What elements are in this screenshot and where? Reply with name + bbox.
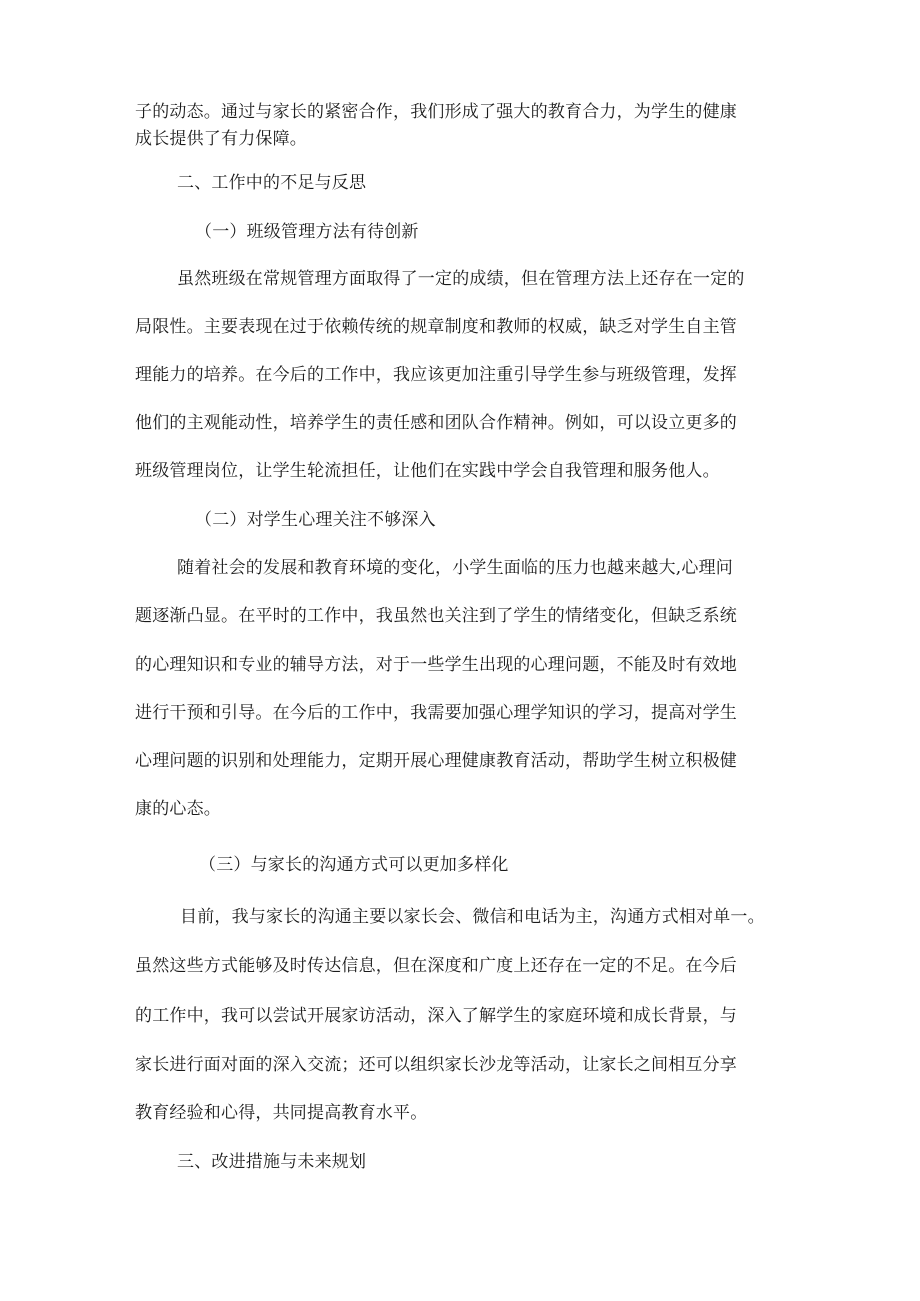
section-heading: 三、改进措施与未来规划	[177, 1152, 367, 1172]
subsection-heading: （三）与家长的沟通方式可以更加多样化	[199, 855, 509, 875]
paragraph-line: 虽然这些方式能够及时传达信息，但在深度和广度上还存在一定的不足。在今后	[135, 956, 737, 976]
paragraph-line: 目前，我与家长的沟通主要以家长会、微信和电话为主，沟通方式相对单一。	[180, 907, 765, 927]
paragraph-line: 班级管理岗位，让学生轮流担任，让他们在实践中学会自我管理和服务他人。	[135, 461, 720, 481]
paragraph-line: 题逐渐凸显。在平时的工作中，我虽然也关注到了学生的情绪变化，但缺乏系统	[135, 606, 737, 626]
paragraph-line: 进行干预和引导。在今后的工作中，我需要加强心理学知识的学习，提高对学生	[135, 703, 737, 723]
paragraph-line: 随着社会的发展和教育环境的变化，小学生面临的压力也越来越大,心理问	[177, 558, 734, 578]
paragraph-line: 的心理知识和专业的辅导方法，对于一些学生出现的心理问题，不能及时有效地	[135, 655, 737, 675]
paragraph-line: 教育经验和心得，共同提高教育水平。	[135, 1103, 428, 1123]
paragraph-line: 子的动态。通过与家长的紧密合作，我们形成了强大的教育合力，为学生的健康	[135, 102, 737, 122]
subsection-heading: （一）班级管理方法有待创新	[195, 222, 419, 242]
paragraph-line: 成长提供了有力保障。	[135, 129, 307, 149]
paragraph-line: 心理问题的识别和处理能力，定期开展心理健康教育活动，帮助学生树立积极健	[135, 751, 737, 771]
paragraph-line: 局限性。主要表现在过于依赖传统的规章制度和教师的权威，缺乏对学生自主管	[135, 317, 737, 337]
paragraph-line: 虽然班级在常规管理方面取得了一定的成绩，但在管理方法上还存在一定的	[177, 269, 745, 289]
paragraph-line: 康的心态。	[135, 799, 221, 819]
section-heading: 二、工作中的不足与反思	[177, 173, 367, 193]
paragraph-line: 理能力的培养。在今后的工作中，我应该更加注重引导学生参与班级管理，发挥	[135, 365, 737, 385]
paragraph-line: 家长进行面对面的深入交流；还可以组织家长沙龙等活动，让家长之间相互分享	[135, 1055, 737, 1075]
paragraph-line: 的工作中，我可以尝试开展家访活动，深入了解学生的家庭环境和成长背景，与	[135, 1006, 737, 1026]
subsection-heading: （二）对学生心理关注不够深入	[195, 510, 436, 530]
paragraph-line: 他们的主观能动性，培养学生的责任感和团队合作精神。例如，可以设立更多的	[135, 413, 737, 433]
